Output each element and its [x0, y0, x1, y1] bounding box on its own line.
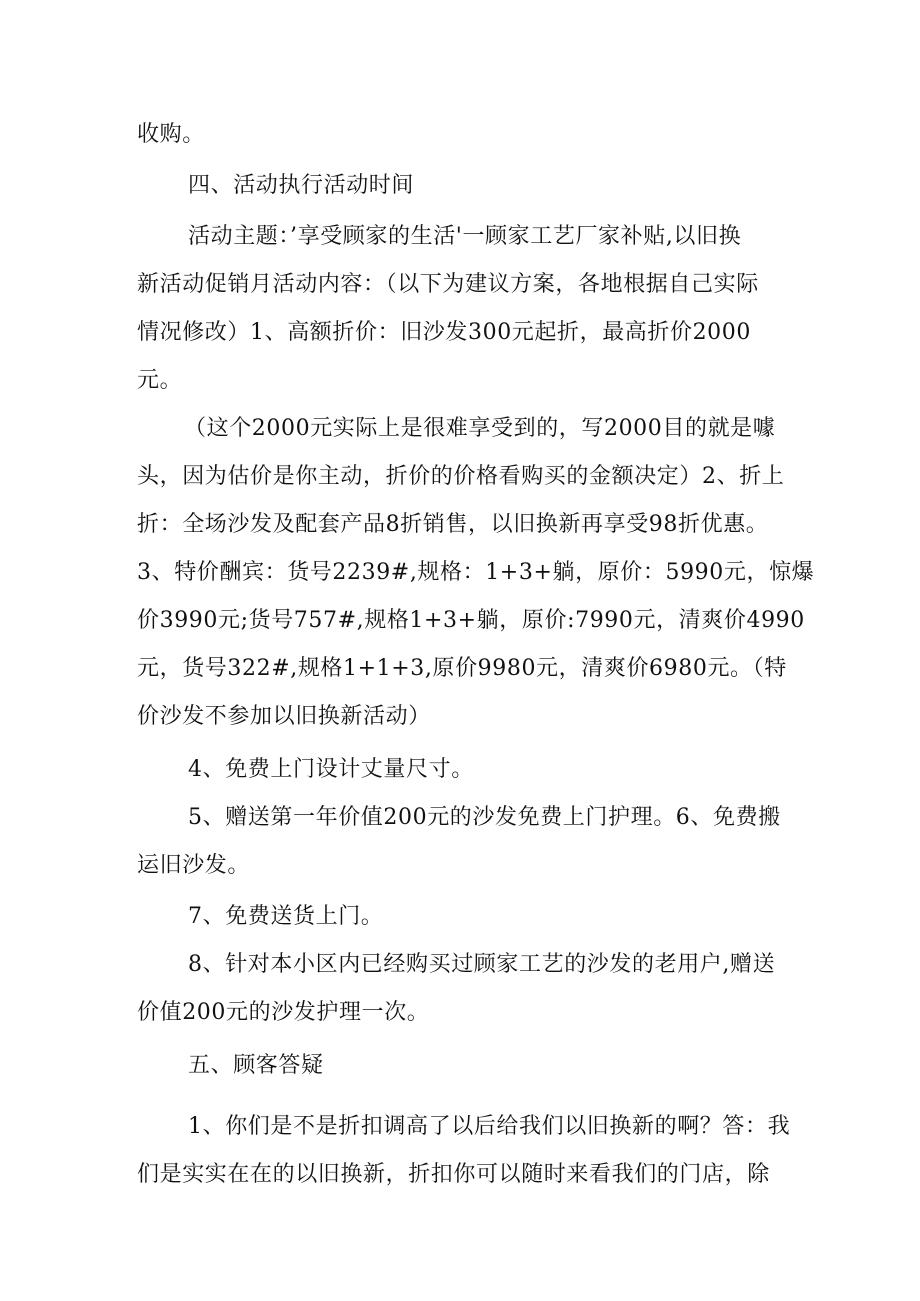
text-line: （这个2000元实际上是很难享受到的，写2000目的就是噱 [184, 416, 776, 441]
text-line: 们是实实在在的以旧换新，折扣你可以随时来看我们的门店，除 [137, 1162, 770, 1187]
text-line: 1、你们是不是折扣调高了以后给我们以旧换新的啊？答：我 [188, 1114, 791, 1139]
text-line: 8、针对本小区内已经购买过顾家工艺的沙发的老用户,赠送 [188, 952, 776, 977]
section-heading: 五、顾客答疑 [188, 1053, 324, 1078]
text-line: 收购。 [137, 122, 205, 147]
text-line: 价值200元的沙发护理一次。 [137, 1000, 430, 1025]
text-line: 头，因为估价是你主动，折价的价格看购买的金额决定）2、折上 [137, 464, 785, 489]
text-line: 7、免费送货上门。 [188, 904, 384, 929]
text-line: 活动主题：’享受顾家的生活'一顾家工艺厂家补贴,以旧换 [188, 224, 742, 249]
text-line: 3、特价酬宾：货号2239#,规格：1+3+躺，原价：5990元，惊爆 [137, 560, 815, 585]
text-line: 折：全场沙发及配套产品8折销售，以旧换新再享受98折优惠。 [137, 512, 769, 537]
text-line: 元。 [137, 368, 183, 393]
text-line: 价3990元;货号757#,规格1+3+躺，原价:7990元，清爽价4990 [137, 608, 805, 633]
text-line: 元，货号322#,规格1+1+3,原价9980元，清爽价6980元。（特 [137, 656, 787, 681]
text-line: 运旧沙发。 [137, 853, 251, 878]
text-line: 新活动促销月活动内容：（以下为建议方案，各地根据自己实际 [137, 272, 759, 297]
section-heading: 四、活动执行活动时间 [188, 173, 415, 198]
text-line: 情况修改）1、高额折价：旧沙发300元起折，最高折价2000 [137, 320, 751, 345]
text-line: 4、免费上门设计丈量尺寸。 [188, 757, 474, 782]
text-line: 价沙发不参加以旧换新活动） [137, 704, 431, 729]
text-line: 5、赠送第一年价值200元的沙发免费上门护理。6、免费搬 [188, 805, 781, 830]
